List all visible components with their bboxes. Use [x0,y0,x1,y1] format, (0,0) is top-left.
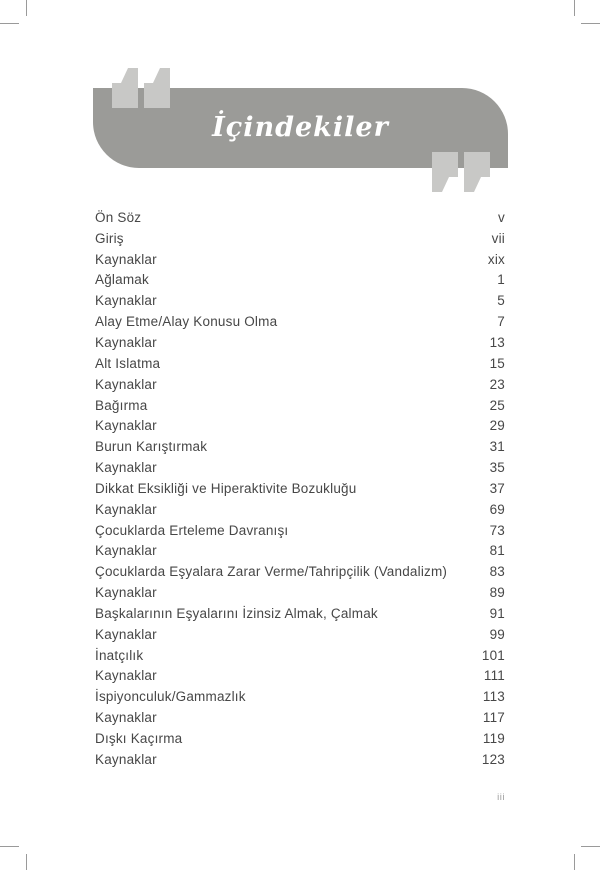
toc-entry-page-number: 5 [497,293,505,309]
toc-entry [95,666,505,687]
toc-entry [95,228,505,249]
crop-mark [0,846,19,847]
toc-entry-title: Kaynaklar [95,585,157,601]
toc-entry-page-number: 35 [489,460,505,476]
toc-entry [95,436,505,457]
crop-mark [574,854,575,870]
toc-entry-title: Kaynaklar [95,293,157,309]
toc-entry [95,207,505,228]
toc-entry [95,353,505,374]
toc-entry-page-number: 1 [497,272,505,288]
toc-entry-page-number: 73 [489,522,505,538]
toc-entry [95,624,505,645]
toc-entry-title: Kaynaklar [95,710,157,726]
toc-entry [95,332,505,353]
toc-entry [95,478,505,499]
toc-entry-page-number: 123 [481,751,505,767]
toc-entry-title: Dikkat Eksikliği ve Hiperaktivite Bozukluğu [95,480,357,496]
toc-entry [95,249,505,270]
toc-entry-title: Kaynaklar [95,251,157,267]
toc-entry [95,728,505,749]
toc-entry-page-number: v [498,209,505,225]
toc-entry-title: İnatçılık [95,647,144,663]
toc-entry [95,499,505,520]
toc-entry-page-number: 15 [489,355,505,371]
toc-entry-title: Alt Islatma [95,355,161,371]
toc-entry-page-number: 69 [489,501,505,517]
toc-entry [95,457,505,478]
toc-entry [95,311,505,332]
toc-entry [95,415,505,436]
toc-entry-title: Ağlamak [95,272,149,288]
page-title: İçindekiler [212,111,389,143]
quote-close-icon [432,152,490,192]
toc-entry-title: Kaynaklar [95,334,157,350]
toc-entry-page-number: 81 [489,543,505,559]
toc-entry-page-number: xix [487,251,505,267]
toc-entry-title: Kaynaklar [95,501,157,517]
toc-entry [95,270,505,291]
toc-entry [95,395,505,416]
quote-open-icon [112,68,170,108]
toc-entry [95,603,505,624]
toc-entry-page-number: 117 [482,710,505,726]
folio-page-number: iii [497,792,505,803]
toc-entry-page-number: vii [491,230,505,246]
toc-entry [95,520,505,541]
crop-mark [581,23,600,24]
toc-entry-page-number: 31 [489,439,505,455]
toc-entry-page-number: 101 [481,647,505,663]
toc-entry-title: Kaynaklar [95,460,157,476]
toc-entry-title: Kaynaklar [95,626,157,642]
toc-entry-page-number: 83 [489,564,505,580]
toc-entry-title: Kaynaklar [95,751,157,767]
toc-entry [95,749,505,770]
toc-entry-title: Başkalarının Eşyalarını İzinsiz Almak, Çalmak [95,605,378,621]
toc-entry-page-number: 89 [489,585,505,601]
toc-entry-title: Kaynaklar [95,668,157,684]
toc-entry-title: Ön Söz [95,209,142,225]
crop-mark [0,23,19,24]
toc-entry-page-number: 119 [482,731,505,747]
toc-entry [95,541,505,562]
toc-entry-page-number: 111 [483,668,505,684]
toc-entry-page-number: 7 [497,314,505,330]
toc-entry-title: İspiyonculuk/Gammazlık [95,689,246,705]
toc-entry-title: Giriş [95,230,124,246]
toc-entry [95,686,505,707]
toc-entry-title: Kaynaklar [95,418,157,434]
toc-entry-page-number: 23 [489,376,505,392]
toc-entry-title: Kaynaklar [95,376,157,392]
toc-entry [95,561,505,582]
crop-mark [574,0,575,16]
toc-entry-page-number: 13 [489,334,505,350]
toc-entry-title: Burun Karıştırmak [95,439,208,455]
toc-entry [95,290,505,311]
toc-entry-title: Kaynaklar [95,543,157,559]
toc-entry [95,707,505,728]
toc-entry-page-number: 37 [489,480,505,496]
toc-entry-title: Dışkı Kaçırma [95,731,183,747]
toc-entry [95,374,505,395]
toc-entry-title: Bağırma [95,397,148,413]
toc-list [95,207,505,770]
toc-entry-title: Çocuklarda Erteleme Davranışı [95,522,289,538]
crop-mark [581,846,600,847]
toc-entry [95,645,505,666]
toc-entry-title: Çocuklarda Eşyalara Zarar Verme/Tahripçilik (Vandalizm) [95,564,448,580]
crop-mark [26,854,27,870]
toc-entry [95,582,505,603]
toc-entry-page-number: 99 [489,626,505,642]
toc-entry-page-number: 25 [489,397,505,413]
toc-entry-page-number: 29 [489,418,505,434]
crop-mark [26,0,27,16]
toc-entry-page-number: 91 [489,605,505,621]
toc-entry-title: Alay Etme/Alay Konusu Olma [95,314,278,330]
toc-entry-page-number: 113 [482,689,505,705]
